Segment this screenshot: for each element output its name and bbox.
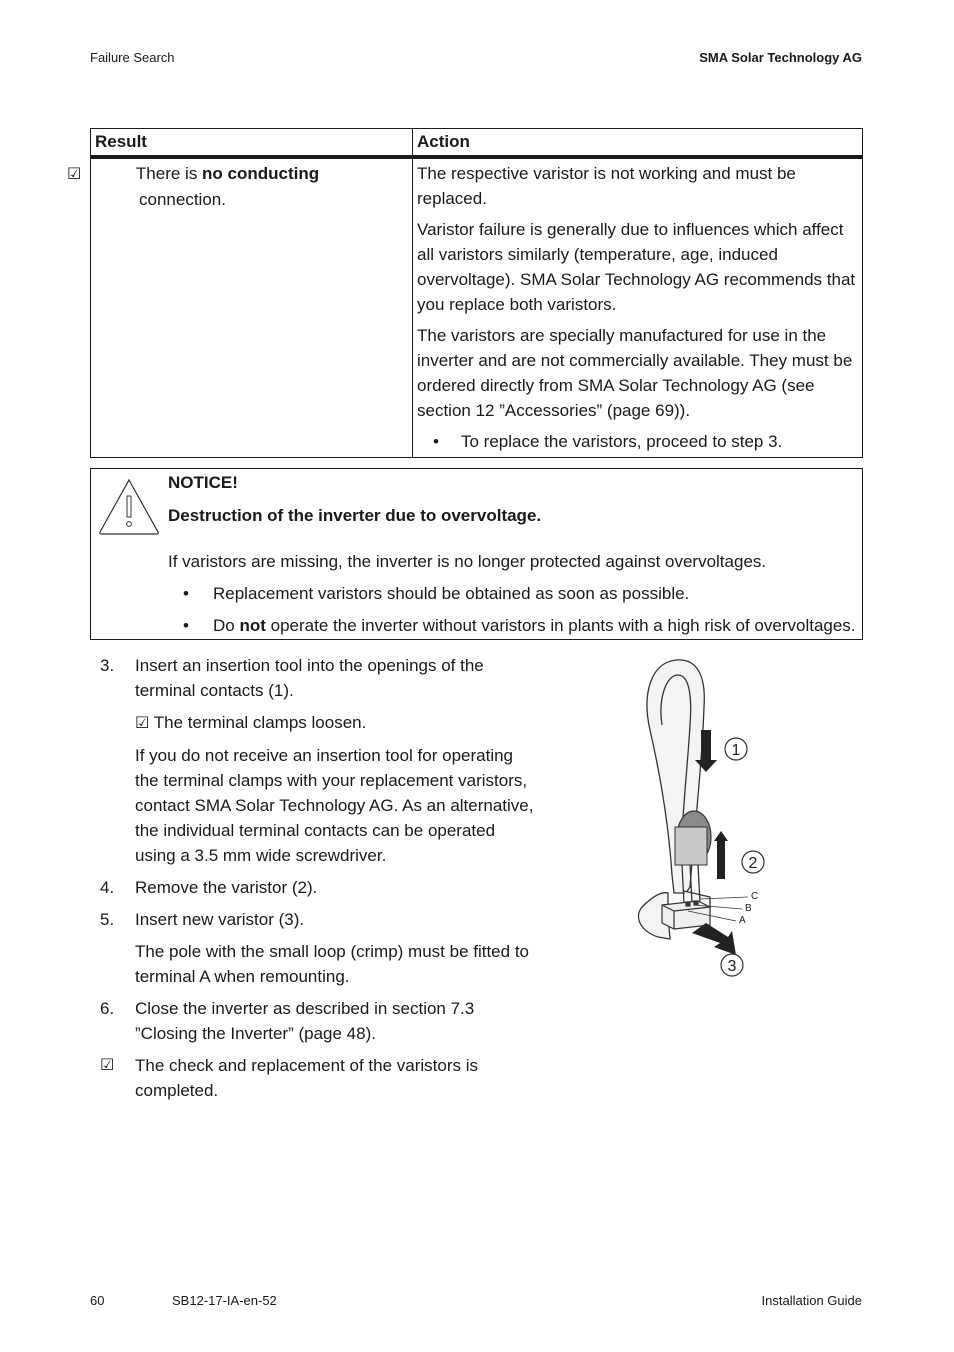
terminal-b-label: B [745, 903, 752, 914]
header-company: SMA Solar Technology AG [699, 50, 862, 65]
step-note: If you do not receive an insertion tool for operating the terminal clamps with your replacement varistors, contact SMA Solar Technology AG. As an alternative, the individual terminal contacts can be operated using a 3.5 mm wide screwdriver. [135, 746, 534, 865]
step-number: 3. [100, 656, 115, 675]
notice-text: If varistors are missing, the inverter is no longer protected against overvoltages. [168, 552, 767, 571]
terminal-block-illustration [662, 901, 710, 929]
step-number: 4. [100, 878, 115, 897]
callout-2-label: 2 [748, 855, 758, 872]
completion-text: The check and replacement of the varistors is completed. [135, 1056, 478, 1100]
step-6 [90, 996, 535, 1046]
header-section-title: Failure Search [90, 50, 175, 65]
arrow-up-icon [714, 831, 728, 879]
result-column-header: Result [91, 129, 413, 158]
step-number: 6. [100, 999, 115, 1018]
procedure-complete [90, 1053, 535, 1103]
notice-bullet: • Do not operate the inverter without varistors in plants with a high risk of overvoltages. [168, 613, 856, 638]
notice-heading: Destruction of the inverter due to overvoltage. [168, 506, 542, 525]
result-cell [67, 157, 413, 458]
footer-document-id: SB12-17-IA-en-52 [172, 1293, 277, 1308]
step-5 [90, 907, 535, 932]
notice-bullet: • Replacement varistors should be obtained as soon as possible. [168, 581, 689, 606]
notice-title: NOTICE! [168, 473, 238, 492]
step-text: Close the inverter as described in section 7.3 ”Closing the Inverter” (page 48). [135, 999, 475, 1043]
checkbox-checked-icon: ☑ [67, 166, 82, 183]
notice-box [90, 468, 863, 640]
action-paragraph: The respective varistor is not working and must be replaced. [417, 164, 796, 208]
footer-guide-title: Installation Guide [761, 1293, 862, 1308]
arrow-diagonal-icon [692, 923, 736, 955]
action-paragraph: The varistors are specially manufactured for use in the inverter and are not commercially available. They must be ordered directly from SMA Solar Technology AG (see section 12 ”Accessories” (page 69)). [417, 326, 853, 420]
step-text: Insert new varistor (3). [135, 910, 305, 929]
callout-1-label: 1 [731, 742, 741, 759]
result-action-table [67, 128, 863, 458]
callout-3-label: 3 [727, 958, 737, 975]
step-3 [90, 653, 535, 703]
table-header-row [91, 129, 863, 158]
action-cell [413, 157, 863, 458]
result-text: ☑ There is no conducting connection. [67, 164, 320, 209]
action-bullet: • To replace the varistors, proceed to step 3. [417, 429, 858, 454]
terminal-c-label: C [751, 891, 759, 902]
table-row [91, 157, 863, 458]
action-paragraph: Varistor failure is generally due to influences which affect all varistors similarly (temperature, age, induced overvoltage). SMA Solar Technology AG recommends that you replace both varistors. [417, 220, 856, 314]
step-text: Remove the varistor (2). [135, 878, 318, 897]
action-column-header: Action [413, 129, 863, 158]
checkbox-checked-icon: ☑ [100, 1057, 115, 1074]
step-note: The pole with the small loop (crimp) must be fitted to terminal A when remounting. [135, 942, 529, 986]
step-number: 5. [100, 910, 115, 929]
warning-triangle-icon [96, 475, 162, 537]
varistor-replacement-figure [628, 655, 768, 985]
step-result: ☑ The terminal clamps loosen. [90, 710, 535, 736]
terminal-a-label: A [739, 915, 746, 926]
step-4 [90, 875, 535, 900]
footer-page-number: 60 [90, 1293, 105, 1308]
step-text: Insert an insertion tool into the openings of the terminal contacts (1). [135, 656, 484, 700]
procedure-steps [90, 653, 535, 1103]
checkbox-checked-icon: ☑ [135, 715, 150, 732]
